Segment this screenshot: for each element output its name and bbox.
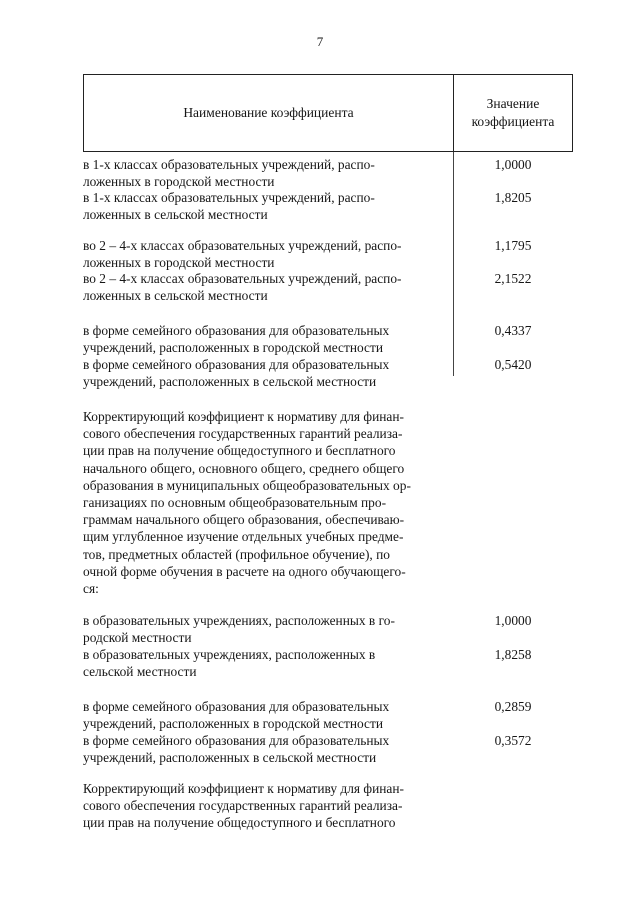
- corrective-coefficient-paragraph: Корректирующий коэффициент к нормативу для финан- сового обеспечения государственных гарантий реализа- ции прав на получение общедоступного и бесплатного начального общего, основного общего, среднего общего образования в муниципальных общеобразовательных ор- ганизациях по основным общеобразовательным про- граммам начального общего образования, обеспечиваю- щим углубленное изучение отдельных учебных предме- тов, предметных областей (профильное обучение), по очной форме обучения в расчете на одного обучающего- ся:: [83, 409, 411, 597]
- row-text: в форме семейного образования для образовательных учреждений, расположенных в сельской местности: [83, 733, 390, 765]
- row-text: во 2 – 4-х классах образовательных учреждений, распо- ложенных в сельской местности: [83, 271, 402, 303]
- row-text: в 1-х классах образовательных учреждений, распо- ложенных в городской местности: [83, 157, 375, 189]
- table-column-divider: [453, 152, 454, 376]
- row-text: в форме семейного образования для образовательных учреждений, расположенных в городской местности: [83, 699, 390, 731]
- header-coefficient-value: Значение коэффициента: [471, 96, 555, 129]
- header-coefficient-name: Наименование коэффициента: [84, 75, 454, 151]
- row-value: 0,2859: [494, 699, 532, 714]
- row-value: 1,8205: [494, 190, 532, 205]
- table-header: [83, 74, 573, 152]
- row-text: в образовательных учреждениях, расположенных в сельской местности: [83, 647, 376, 679]
- row-value: 1,0000: [494, 157, 532, 172]
- row-value: 0,3572: [494, 733, 532, 748]
- row-value: 1,1795: [494, 238, 532, 253]
- row-text: в образовательных учреждениях, расположенных в го- родской местности: [83, 613, 395, 645]
- row-text: в форме семейного образования для образовательных учреждений, расположенных в городской местности: [83, 323, 390, 355]
- row-text: в 1-х классах образовательных учреждений, распо- ложенных в сельской местности: [83, 190, 375, 222]
- page-number: 7: [316, 34, 324, 49]
- corrective-coefficient-paragraph-continued: Корректирующий коэффициент к нормативу для финан- сового обеспечения государственных гарантий реализа- ции прав на получение общедоступного и бесплатного: [83, 781, 404, 831]
- row-value: 1,0000: [494, 613, 532, 628]
- row-value: 0,5420: [494, 357, 532, 372]
- row-value: 2,1522: [494, 271, 532, 286]
- row-text: во 2 – 4-х классах образовательных учреждений, распо- ложенных в городской местности: [83, 238, 402, 270]
- row-value: 1,8258: [494, 647, 532, 662]
- row-text: в форме семейного образования для образовательных учреждений, расположенных в сельской местности: [83, 357, 390, 389]
- row-value: 0,4337: [494, 323, 532, 338]
